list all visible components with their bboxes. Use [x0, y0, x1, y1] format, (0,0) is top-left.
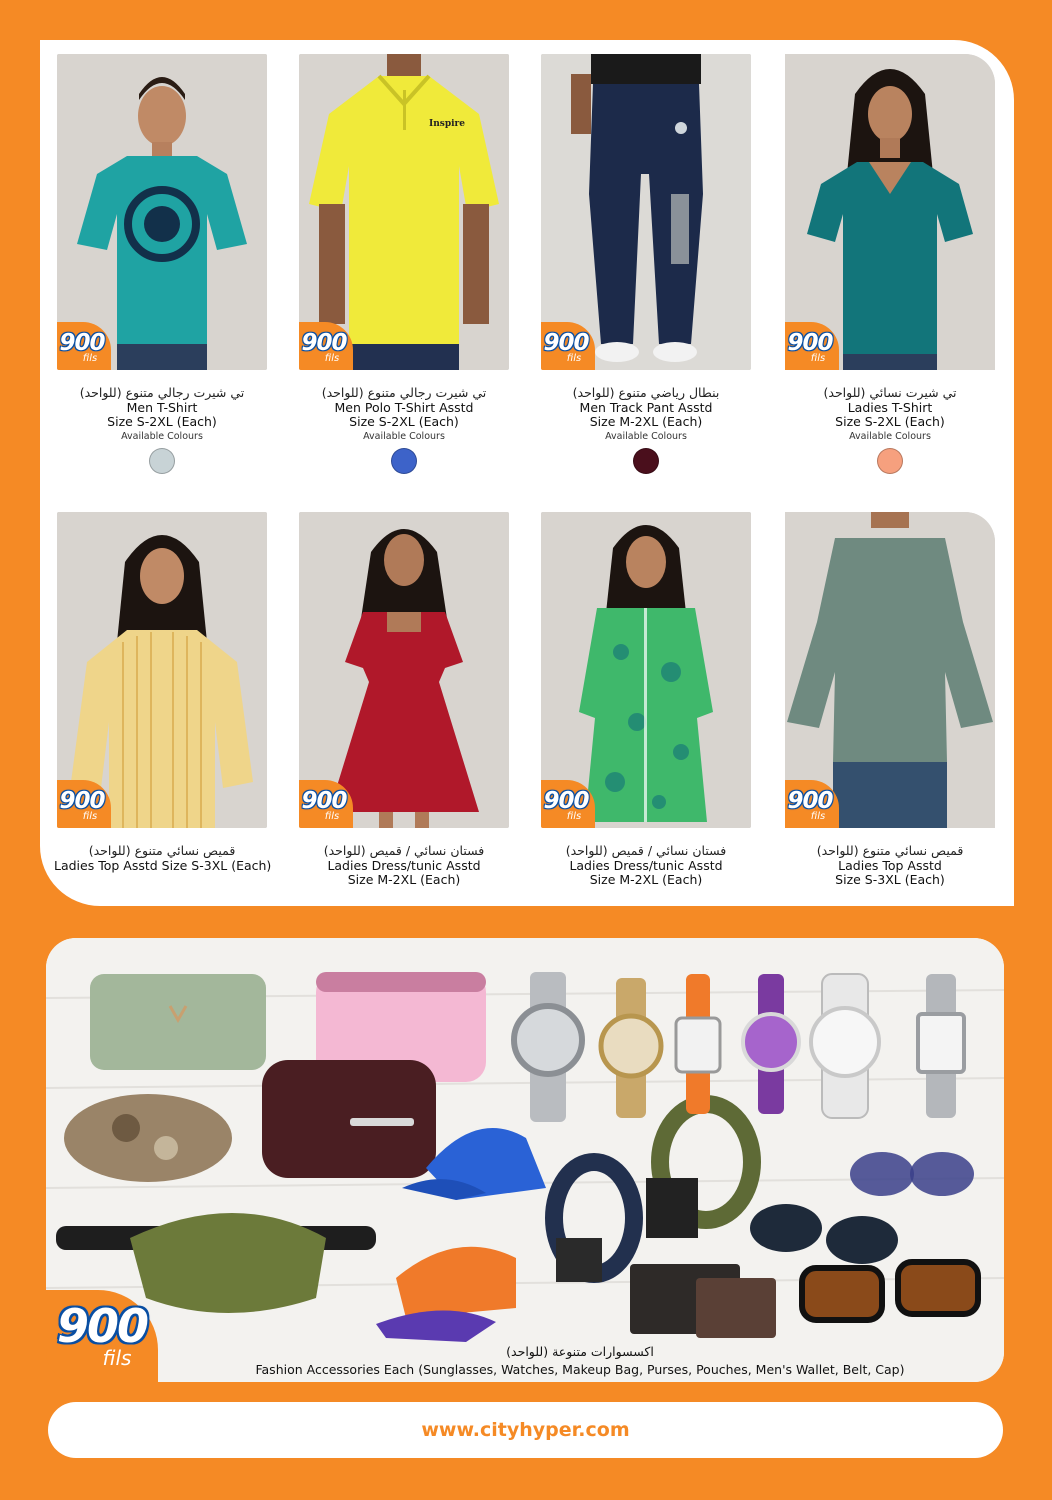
accessories-panel: [46, 938, 1004, 1382]
price-amount: 900: [59, 788, 105, 814]
product-size: Size M-2XL (Each): [347, 872, 461, 887]
price-amount: 900: [301, 788, 347, 814]
accessories-arabic: اكسسوارات متنوعة (للواحد): [506, 1344, 654, 1359]
product-photo: [541, 512, 751, 828]
accessories-price-amount: 900: [56, 1299, 148, 1353]
accessories-caption: [160, 1343, 1000, 1377]
colour-swatch[interactable]: [391, 448, 417, 474]
product-card-ladies-dress-green[interactable]: [538, 512, 754, 887]
footer-bar: [48, 1402, 1003, 1458]
product-photo: [299, 512, 509, 828]
price-unit: fils: [566, 811, 582, 822]
product-photo: [57, 54, 267, 370]
price-unit: fils: [82, 811, 98, 822]
product-card-ladies-tshirt[interactable]: [782, 54, 998, 474]
brown-wallet: [696, 1278, 776, 1338]
available-colours-label: Available Colours: [605, 431, 687, 442]
price-badge: [541, 322, 595, 370]
product-name-arabic: قميص نسائي متنوع (للواحد): [88, 843, 236, 858]
product-size: Size S-3XL (Each): [835, 872, 945, 887]
camo-pouch: [64, 1094, 232, 1182]
product-photo: [57, 512, 267, 828]
product-name-arabic: قميص نسائي متنوع (للواحد): [816, 843, 964, 858]
product-size: Size S-2XL (Each): [349, 414, 459, 429]
product-size: Size S-2XL (Each): [835, 414, 945, 429]
product-card-ladies-dress-red[interactable]: [296, 512, 512, 887]
product-name: Men T-Shirt: [126, 400, 198, 415]
accessories-english: Fashion Accessories Each (Sunglasses, Watches, Makeup Bag, Purses, Pouches, Men's Wallet, Belt, Cap): [255, 1362, 905, 1377]
product-name: Ladies Top Asstd Size S-3XL (Each): [54, 858, 272, 873]
product-name-arabic: فستان نسائي / قميص (للواحد): [565, 843, 727, 858]
price-unit: fils: [810, 811, 826, 822]
price-badge: [541, 780, 595, 828]
product-name: Ladies Dress/tunic Asstd: [327, 858, 481, 873]
product-size: Size M-2XL (Each): [589, 414, 703, 429]
price-amount: 900: [543, 788, 589, 814]
accessories-price-unit: fils: [102, 1346, 132, 1370]
product-name: Men Track Pant Asstd: [579, 400, 713, 415]
price-amount: 900: [543, 330, 589, 356]
product-size: Size M-2XL (Each): [589, 872, 703, 887]
colour-swatch[interactable]: [633, 448, 659, 474]
product-card-men-tshirt[interactable]: [54, 54, 270, 474]
product-card-ladies-top-1[interactable]: [54, 512, 270, 873]
product-card-ladies-top-2[interactable]: [782, 512, 998, 887]
price-amount: 900: [59, 330, 105, 356]
product-name-arabic: فستان نسائي / قميص (للواحد): [323, 843, 485, 858]
product-name-arabic: تي شيرت رجالي متنوع (للواحد): [321, 385, 487, 400]
product-name-arabic: بنطال رياضي متنوع (للواحد): [572, 385, 720, 400]
price-badge: [57, 780, 111, 828]
colour-swatch[interactable]: [149, 448, 175, 474]
colour-swatch[interactable]: [877, 448, 903, 474]
waist-bag: [130, 1213, 326, 1313]
price-amount: 900: [301, 330, 347, 356]
price-badge: [785, 322, 839, 370]
price-unit: fils: [82, 353, 98, 364]
product-photo: [785, 512, 995, 828]
price-amount: 900: [787, 330, 833, 356]
available-colours-label: Available Colours: [849, 431, 931, 442]
accessories-image: [46, 938, 1004, 1382]
product-name-arabic: تي شيرت رجالي متنوع (للواحد): [79, 385, 245, 400]
polo-logo-text: Inspire: [429, 119, 465, 129]
price-badge: [299, 780, 353, 828]
product-photo: [785, 54, 995, 370]
price-badge: [785, 780, 839, 828]
available-colours-label: Available Colours: [363, 431, 445, 442]
price-badge: [299, 322, 353, 370]
price-unit: fils: [810, 353, 826, 364]
price-amount: 900: [787, 788, 833, 814]
product-name: Men Polo T-Shirt Asstd: [334, 400, 474, 415]
price-unit: fils: [324, 811, 340, 822]
product-card-men-track-pant[interactable]: [538, 54, 754, 474]
product-size: Size S-2XL (Each): [107, 414, 217, 429]
accessories-price-badge: [46, 1290, 158, 1382]
product-photo: [299, 54, 509, 370]
price-unit: fils: [566, 353, 582, 364]
product-name-arabic: تي شيرت نسائي (للواحد): [823, 385, 957, 400]
website-link[interactable]: www.cityhyper.com: [421, 1419, 630, 1441]
price-badge: [57, 322, 111, 370]
price-unit: fils: [324, 353, 340, 364]
product-photo: [541, 54, 751, 370]
product-name: Ladies T-Shirt: [847, 400, 933, 415]
product-card-men-polo[interactable]: [296, 54, 512, 474]
product-name: Ladies Top Asstd: [838, 858, 942, 873]
product-name: Ladies Dress/tunic Asstd: [569, 858, 723, 873]
available-colours-label: Available Colours: [121, 431, 203, 442]
